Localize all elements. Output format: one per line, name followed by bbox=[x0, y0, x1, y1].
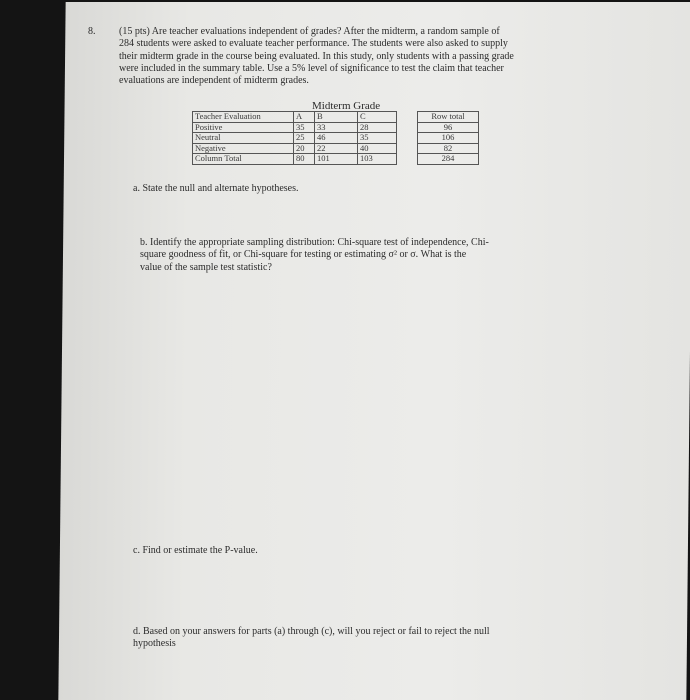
table-cell: 96 bbox=[418, 122, 479, 133]
table-cell: 284 bbox=[418, 154, 479, 165]
header-cell: B bbox=[315, 112, 358, 123]
part-d-line: hypothesis bbox=[133, 638, 176, 650]
table-cell: Column Total bbox=[193, 154, 294, 165]
intro-line: evaluations are independent of midterm grades. bbox=[119, 75, 309, 87]
table-cell: Positive bbox=[193, 122, 294, 133]
table-cell: 33 bbox=[315, 122, 358, 133]
table-title: Midterm Grade bbox=[312, 100, 381, 112]
table-cell: 25 bbox=[294, 133, 315, 144]
table-row bbox=[193, 122, 479, 133]
part-b-prompt bbox=[140, 237, 560, 274]
intro-line: (15 pts) Are teacher evaluations independent of grades? After the midterm, a random sample of bbox=[119, 26, 500, 37]
intro-line: 284 students were asked to evaluate teacher performance. The students were also asked to supply bbox=[119, 38, 508, 50]
table-cell: 40 bbox=[358, 143, 397, 154]
table-row bbox=[193, 154, 479, 165]
table-row bbox=[193, 133, 479, 144]
table-cell: 103 bbox=[358, 154, 397, 165]
header-cell: Row total bbox=[418, 112, 479, 123]
table-cell: 35 bbox=[294, 122, 315, 133]
table-cell: 82 bbox=[418, 143, 479, 154]
question-number: 8. bbox=[88, 26, 96, 37]
part-d-prompt bbox=[133, 626, 563, 651]
table-cell: 106 bbox=[418, 133, 479, 144]
header-cell: Teacher Evaluation bbox=[193, 112, 294, 123]
part-b-line: square goodness of fit, or Chi-square for testing or estimating σ² or σ. What is the bbox=[140, 249, 467, 261]
part-b-line: value of the sample test statistic? bbox=[140, 261, 272, 273]
table-cell: 28 bbox=[358, 122, 397, 133]
header-cell: C bbox=[358, 112, 397, 123]
question-intro bbox=[119, 26, 569, 87]
table-cell: Negative bbox=[193, 143, 294, 154]
intro-line: their midterm grade in the course being evaluated. In this study, only students with a passing grade bbox=[119, 50, 514, 62]
part-a-prompt: a. State the null and alternate hypotheses. bbox=[133, 183, 299, 194]
part-b-line: b. Identify the appropriate sampling distribution: Chi-square test of independence, Chi- bbox=[140, 237, 489, 248]
table-cell: 20 bbox=[294, 143, 315, 154]
table-cell: Neutral bbox=[193, 133, 294, 144]
table-header-row bbox=[193, 112, 479, 123]
table-cell: 22 bbox=[315, 143, 358, 154]
part-d-line: d. Based on your answers for parts (a) through (c), will you reject or fail to reject the null bbox=[133, 626, 490, 637]
table-cell: 46 bbox=[315, 133, 358, 144]
table-cell: 35 bbox=[358, 133, 397, 144]
intro-line: were included in the summary table. Use a 5% level of significance to test the claim that teacher bbox=[119, 62, 504, 74]
header-cell: A bbox=[294, 112, 315, 123]
table-cell: 80 bbox=[294, 154, 315, 165]
table-cell: 101 bbox=[315, 154, 358, 165]
contingency-table bbox=[192, 111, 479, 165]
part-c-prompt: c. Find or estimate the P-value. bbox=[133, 545, 258, 556]
table-row bbox=[193, 143, 479, 154]
